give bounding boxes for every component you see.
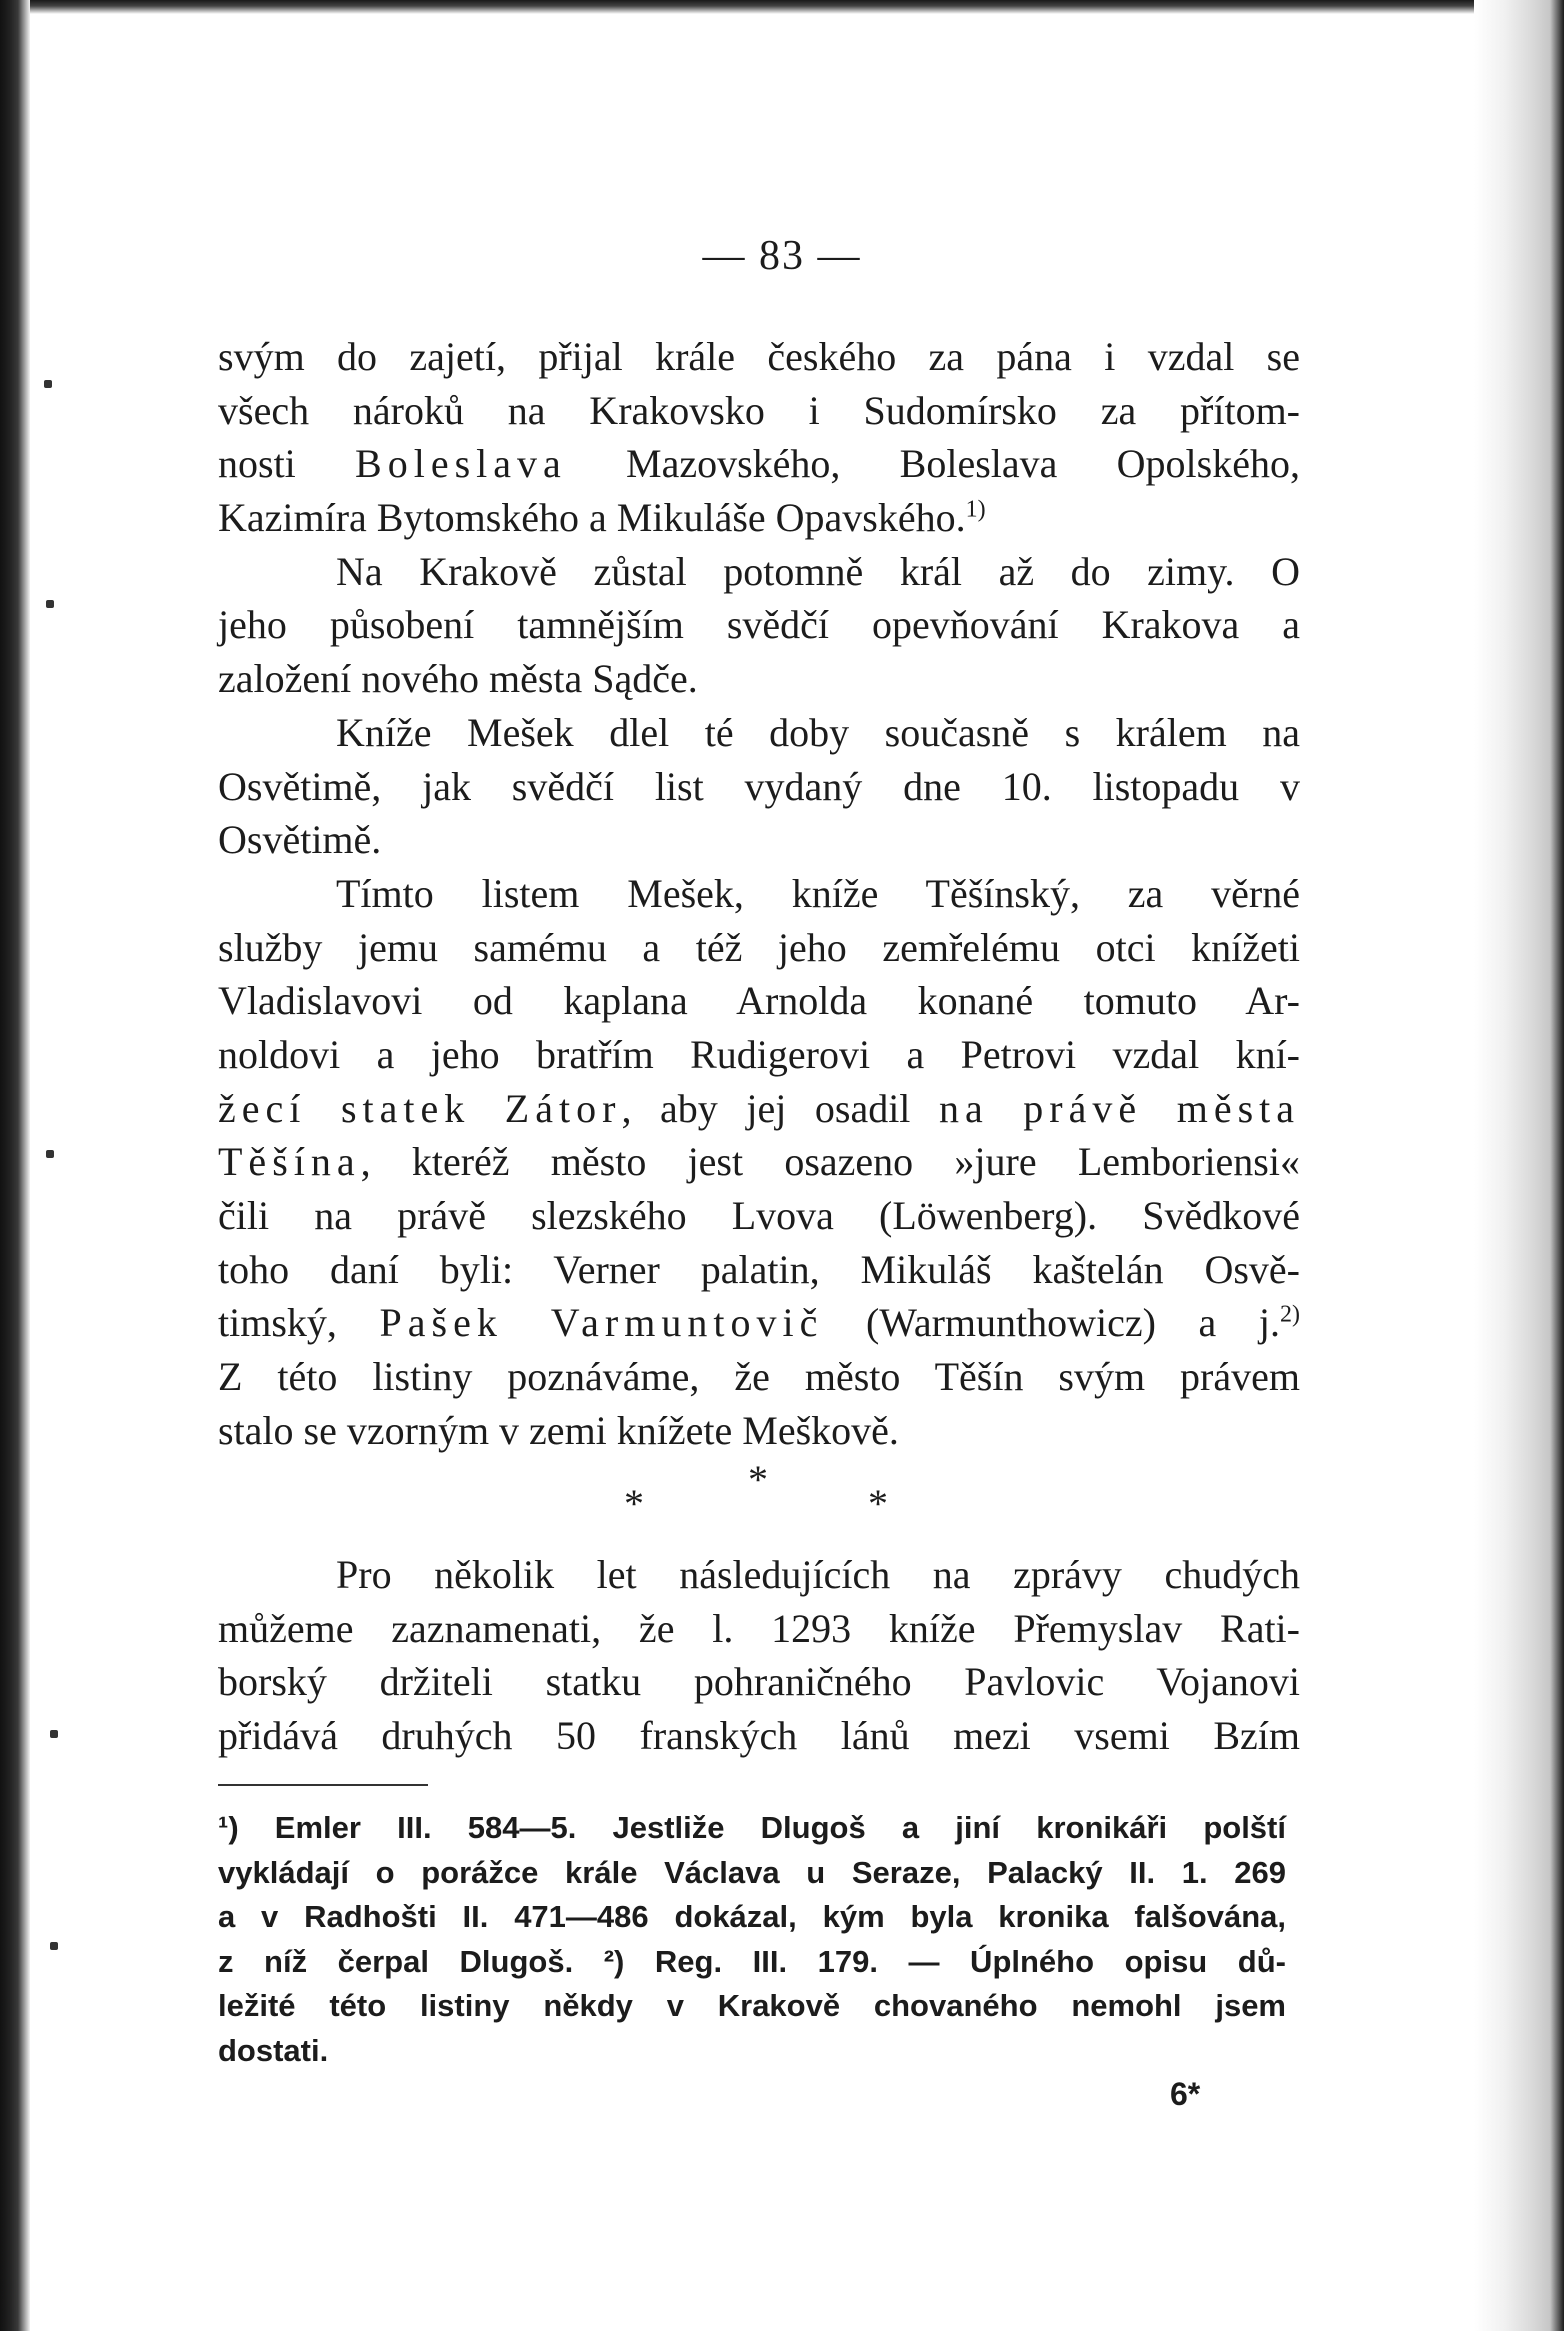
asterisk: * xyxy=(624,1481,644,1526)
scan-edge-left xyxy=(0,0,30,2331)
section-divider xyxy=(560,1457,980,1526)
text-line: Vladislavovi od kaplana Arnolda konané tomuto Ar- xyxy=(218,978,1300,1024)
scan-edge-right xyxy=(1474,0,1564,2331)
text-line: čili na právě slezského Lvova (Löwenberg). Svědkové xyxy=(218,1193,1300,1238)
footnote-line: vykládají o porážce krále Václava u Seraze, Palacký II. 1. 269 xyxy=(218,1854,1286,1890)
text-line: Pro několik let následujících na zprávy chudých xyxy=(336,1552,1300,1597)
page-number: — 83 — xyxy=(702,233,862,279)
text-line: služby jemu samému a též jeho zemřelému otci knížeti xyxy=(218,924,1300,970)
text-line: Na Krakově zůstal potomně král až do zimy. O xyxy=(336,548,1300,594)
text-line: Kníže Mešek dlel té doby současně s králem na xyxy=(336,709,1300,755)
asterisk: * xyxy=(748,1457,768,1502)
text-line: přidává druhých 50 franských lánů mezi vsemi Bzím xyxy=(218,1713,1300,1759)
footnote-line: ležité této listiny někdy v Krakově chovaného nemohl jsem xyxy=(218,1988,1286,2023)
text-line: všech nároků na Krakovsko i Sudomírsko za přítom- xyxy=(218,387,1300,433)
scan-edge-top xyxy=(0,0,1564,14)
scan-speck xyxy=(44,380,52,388)
footnote-line: z níž čerpal Dlugoš. ²) Reg. III. 179. — Úplného opisu dů- xyxy=(218,1943,1286,1979)
text-line: Osvětimě, jak svědčí list vydaný dne 10. listopadu v xyxy=(218,763,1300,809)
footnotes xyxy=(218,1806,1286,2073)
scan-speck xyxy=(46,600,54,608)
scan-speck xyxy=(50,1942,58,1950)
text-line: Z této listiny poznáváme, že město Těšín svým právem xyxy=(218,1354,1300,1400)
footnote-divider xyxy=(218,1784,428,1786)
text-line: založení nového města Sądče. xyxy=(218,656,698,702)
footnote-mark: 1) xyxy=(965,496,986,523)
paragraph-main xyxy=(218,330,1300,1457)
text-line: borský držiteli statku pohraničného Pavlovic Vojanovi xyxy=(218,1659,1300,1705)
text-line: nosti Boleslava Mazovského, Boleslava Opolského, xyxy=(218,441,1300,487)
text-line: stalo se vzorným v zemi knížete Meškově. xyxy=(218,1407,899,1453)
text-line: noldovi a jeho bratřím Rudigerovi a Petrovi vzdal kní- xyxy=(218,1031,1300,1077)
asterisk: * xyxy=(868,1481,888,1526)
text-line: toho daní byli: Verner palatin, Mikuláš kaštelán Osvě- xyxy=(218,1246,1300,1292)
text-line: žecí statek Zátor, aby jej osadil na právě města xyxy=(218,1085,1300,1131)
footnote-line: dostati. xyxy=(218,2032,329,2068)
text-line: Osvětimě. xyxy=(218,817,382,863)
text-line: jeho působení tamnějším svědčí opevňování Krakova a xyxy=(218,602,1300,648)
footnote-mark: 2) xyxy=(1280,1302,1301,1329)
footnote-line: ¹) Emler III. 584—5. Jestliže Dlugoš a jiní kronikáři polští xyxy=(218,1810,1286,1845)
text-line: Těšína, kteréž město jest osazeno »jure Lemboriensi« xyxy=(218,1139,1300,1185)
text-line: svým do zajetí, přijal krále českého za pána i vzdal se xyxy=(218,334,1300,379)
text-line: Tímto listem Mešek, kníže Těšínský, za věrné xyxy=(336,870,1300,916)
signature-mark: 6* xyxy=(1170,2076,1201,2112)
text-line: Kazimíra Bytomského a Mikuláše Opavského.$^{1)}$ xyxy=(218,495,986,541)
paragraph-second xyxy=(218,1548,1300,1763)
footnote-line: a v Radhošti II. 471—486 dokázal, kým byla kronika falšována, xyxy=(218,1899,1286,1934)
scan-speck xyxy=(46,1150,54,1158)
text-line: můžeme zaznamenati, že l. 1293 kníže Přemyslav Rati- xyxy=(218,1605,1300,1651)
scan-speck xyxy=(50,1730,58,1738)
text-line: timský, Pašek Varmuntovič (Warmunthowicz) a j.$^{2)}$ xyxy=(218,1300,1301,1346)
